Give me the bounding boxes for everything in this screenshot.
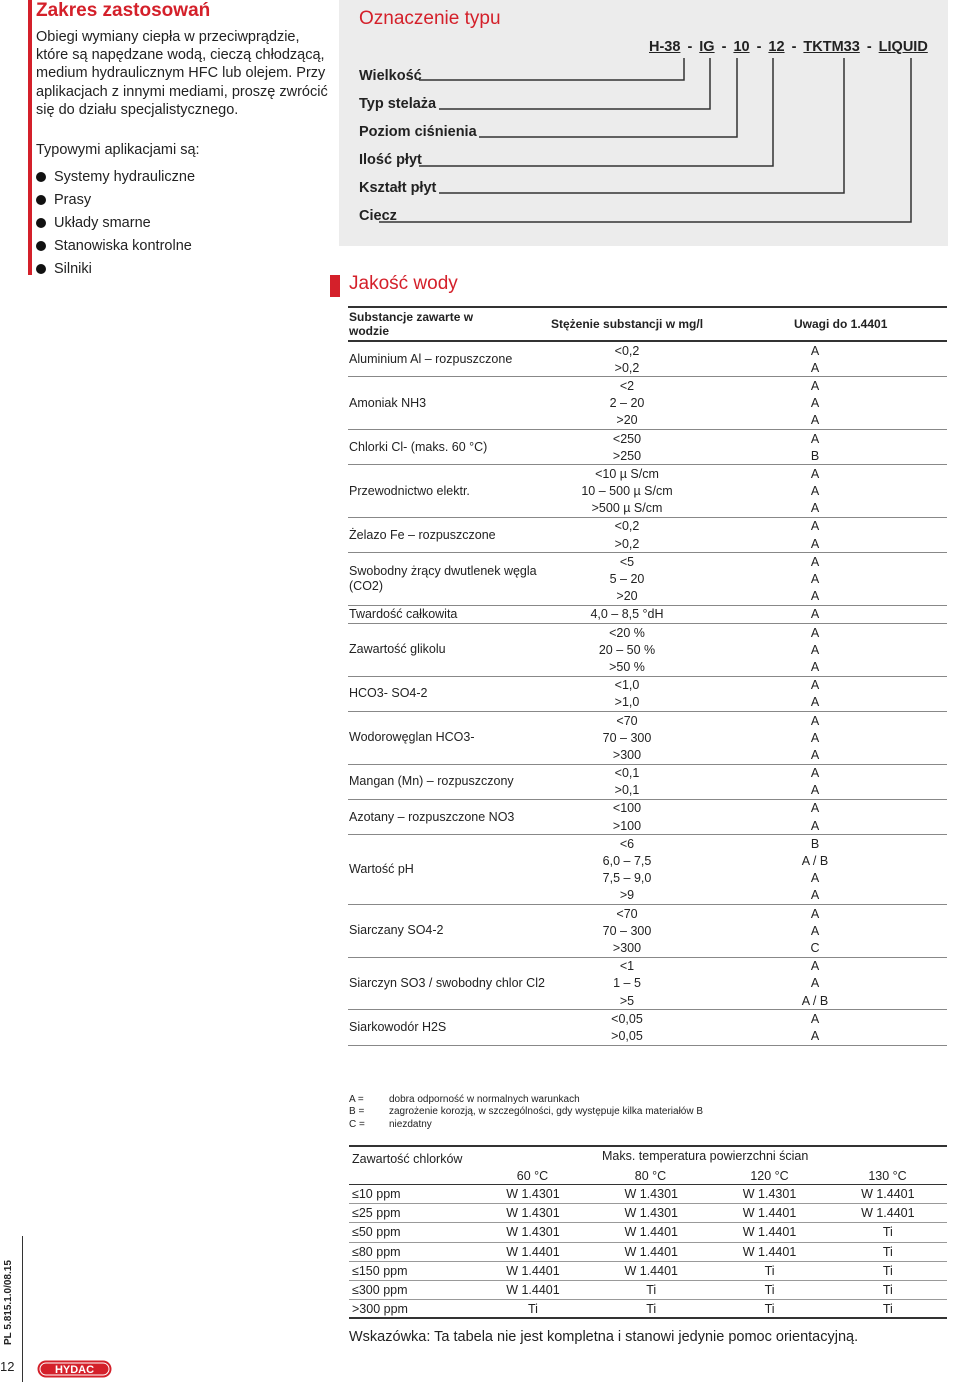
material-cell: W 1.4401 (506, 1263, 560, 1278)
page-number: 12 (0, 1359, 15, 1374)
apps-item-label: Silniki (54, 260, 92, 277)
material-cell: W 1.4401 (742, 1206, 797, 1221)
material-cell: Ti (764, 1283, 775, 1298)
legend-item (349, 1119, 703, 1131)
legend-item (349, 1106, 703, 1118)
material-cell: W 1.4301 (506, 1225, 560, 1240)
note-value: A (810, 730, 820, 745)
legend-key: C (349, 1118, 357, 1130)
concentration-rows (571, 518, 947, 552)
water-quality-group (348, 377, 947, 430)
legend-text: dobra odporność w normalnych warunkach (389, 1094, 580, 1105)
water-quality-group (348, 712, 947, 765)
note-value: A (810, 501, 820, 516)
type-label-frame: Typ stelaża (359, 96, 437, 112)
apps-item-label: Układy smarne (54, 214, 151, 231)
note-value: A (810, 888, 820, 903)
material-cell: Ti (527, 1301, 538, 1316)
type-label-plates: Ilość płyt (359, 152, 422, 168)
water-quality-group (348, 518, 947, 553)
table-row (571, 677, 947, 694)
water-quality-group (348, 905, 947, 958)
table-row (571, 342, 947, 359)
note-value: A (810, 713, 820, 728)
legend-key-group (349, 1119, 389, 1131)
concentration-rows (571, 606, 947, 623)
legend-eq: = (358, 1106, 365, 1118)
apps-item-label: Prasy (54, 191, 92, 208)
note-value: A (810, 1028, 820, 1043)
table-row (571, 765, 947, 782)
substance-name: Chlorki Cl- (maks. 60 °C) (349, 439, 488, 454)
table-row (571, 782, 947, 799)
table-row (571, 958, 947, 975)
concentration-value: 1 – 5 (613, 976, 641, 991)
material-cell: W 1.4401 (742, 1225, 797, 1240)
chloride-table (349, 1145, 947, 1319)
bullet-icon (36, 195, 46, 205)
note-value: A (810, 801, 820, 816)
table-row (571, 992, 947, 1009)
type-code-part: 12 (768, 39, 785, 55)
type-connector-lines (339, 0, 948, 246)
water-quality-body (348, 342, 947, 1046)
water-quality-header (348, 306, 947, 342)
apps-label: Typowymi aplikacjami są: (36, 142, 200, 158)
table-row (571, 500, 947, 517)
table-row (571, 641, 947, 658)
material-cell: Ti (882, 1301, 893, 1316)
note-value: C (810, 940, 820, 955)
concentration-rows (571, 958, 947, 1010)
scope-section (28, 0, 328, 275)
chloride-amount: ≤150 ppm (352, 1263, 408, 1278)
concentration-value: >5 (619, 993, 635, 1008)
legend-eq: = (359, 1118, 365, 1130)
note-value: A (810, 343, 820, 358)
note-value: A (810, 976, 820, 991)
table-row (571, 359, 947, 376)
footer-divider (22, 1236, 23, 1382)
table-row (349, 1223, 947, 1242)
bullet-icon (36, 218, 46, 228)
note-value: A (810, 607, 820, 622)
temperature-span-header: Maks. temperatura powierzchni ścian (602, 1149, 809, 1163)
substance-name: Zawartość glikolu (349, 642, 446, 657)
note-value: B (810, 836, 820, 851)
type-title: Oznaczenie typu (359, 8, 501, 29)
water-quality-group (348, 465, 947, 518)
type-label-plate-shape: Kształt płyt (359, 180, 437, 196)
substance-name: Siarkowodór H2S (349, 1019, 447, 1034)
apps-list-item (36, 234, 195, 257)
accent-mark (330, 275, 340, 297)
type-code-separator: - (721, 39, 727, 55)
note-value: A / B (801, 993, 829, 1008)
concentration-value: 20 – 50 % (598, 642, 656, 657)
material-cell: W 1.4301 (624, 1187, 678, 1202)
note-value: A (810, 766, 820, 781)
material-cell: Ti (882, 1263, 893, 1278)
material-cell: Ti (764, 1301, 775, 1316)
table-row (571, 465, 947, 482)
chloride-amount: ≤10 ppm (352, 1187, 401, 1202)
substance-name: Amoniak NH3 (349, 395, 427, 410)
chloride-amount: ≤300 ppm (352, 1283, 408, 1298)
apps-list (36, 165, 195, 280)
table-row (571, 870, 947, 887)
concentration-value: <20 % (609, 625, 645, 640)
water-quality-group (348, 430, 947, 465)
note-value: A (810, 589, 820, 604)
substance-name: Siarczyn SO3 / swobodny chlor Cl2 (349, 975, 545, 990)
note-value: A (810, 413, 820, 428)
type-code-separator: - (687, 39, 693, 55)
concentration-value: <250 (612, 431, 642, 446)
legend-key-group (349, 1106, 389, 1118)
note-value: A (810, 906, 820, 921)
water-quality-group (348, 677, 947, 712)
concentration-rows (571, 553, 947, 605)
material-cell: W 1.4401 (861, 1206, 915, 1221)
material-cell: W 1.4401 (624, 1263, 678, 1278)
substance-name: HCO3- SO4-2 (349, 686, 428, 701)
table-row (571, 395, 947, 412)
concentration-value: <70 (616, 713, 638, 728)
header-substance: Substancje zawarte w wodzie (349, 310, 474, 338)
temp-header: 80 °C (634, 1169, 667, 1183)
concentration-value: <1 (619, 959, 635, 974)
concentration-value: >300 (612, 747, 642, 762)
substance-name: Mangan (Mn) – rozpuszczony (349, 774, 514, 789)
table-row (571, 922, 947, 939)
chloride-header (349, 1145, 947, 1185)
chloride-amount: ≤50 ppm (352, 1225, 401, 1240)
doc-code: PL 5.815.1.0/08.15 (3, 1260, 14, 1345)
material-cell: Ti (646, 1301, 657, 1316)
type-code-part: LIQUID (878, 39, 928, 55)
concentration-value: 70 – 300 (602, 730, 652, 745)
concentration-value: >0,05 (611, 1028, 643, 1043)
legend-eq: = (357, 1094, 364, 1105)
concentration-value: >300 (612, 940, 642, 955)
table-row (349, 1243, 947, 1262)
substance-name: Swobodny żrący dwutlenek węgla (CO2) (349, 564, 537, 594)
type-code-separator: - (756, 39, 762, 55)
table-row (571, 430, 947, 447)
note-value: A / B (801, 854, 829, 869)
apps-list-item (36, 165, 195, 188)
material-cell: W 1.4401 (506, 1244, 560, 1259)
concentration-rows (571, 800, 947, 834)
concentration-rows (571, 677, 947, 711)
note-value: A (810, 818, 820, 833)
chloride-body (349, 1185, 947, 1319)
concentration-value: >0,1 (614, 783, 640, 798)
type-label-pressure: Poziom ciśnienia (359, 124, 477, 140)
type-designation-box (339, 0, 948, 246)
note-value: A (810, 378, 820, 393)
water-quality-group (348, 1010, 947, 1045)
note-value: A (810, 536, 820, 551)
concentration-value: >9 (619, 888, 635, 903)
note-value: A (810, 783, 820, 798)
concentration-value: >20 (616, 413, 638, 428)
water-quality-group (348, 835, 947, 905)
type-code-separator: - (866, 39, 872, 55)
substance-name: Siarczany SO4-2 (349, 923, 444, 938)
concentration-value: <2 (619, 378, 635, 393)
scope-title: Zakres zastosowań (36, 0, 211, 21)
chloride-amount: ≤80 ppm (352, 1244, 401, 1259)
material-cell: W 1.4401 (624, 1225, 678, 1240)
concentration-value: 4,0 – 8,5 °dH (590, 607, 664, 622)
material-cell: W 1.4401 (624, 1244, 678, 1259)
note-value: A (810, 554, 820, 569)
table-row (571, 447, 947, 464)
type-label-liquid: Ciecz (359, 208, 397, 224)
table-row (349, 1300, 947, 1319)
type-code-part: IG (699, 39, 715, 55)
note-value: A (810, 747, 820, 762)
table-row (571, 939, 947, 956)
substance-name: Azotany – rozpuszczone NO3 (349, 809, 515, 824)
water-quality-table (348, 306, 947, 1046)
temp-header: 130 °C (868, 1169, 907, 1183)
temp-header: 60 °C (516, 1169, 549, 1183)
material-cell: W 1.4401 (742, 1244, 797, 1259)
water-quality-title: Jakość wody (349, 273, 458, 294)
note-value: A (810, 695, 820, 710)
substance-name: Wodorowęglan HCO3- (349, 730, 475, 745)
concentration-value: >20 (616, 589, 638, 604)
note-value: A (810, 959, 820, 974)
substance-name: Wartość pH (349, 862, 414, 877)
concentration-value: >0,2 (614, 536, 640, 551)
table-row (571, 377, 947, 394)
note-value: A (810, 642, 820, 657)
substance-name: Przewodnictwo elektr. (349, 483, 470, 498)
material-cell: W 1.4301 (624, 1206, 678, 1221)
table-row (349, 1204, 947, 1223)
note-value: A (810, 871, 820, 886)
bullet-icon (36, 241, 46, 251)
concentration-value: <70 (616, 906, 638, 921)
concentration-value: 10 – 500 µ S/cm (581, 484, 673, 499)
table-row (571, 412, 947, 429)
material-cell: Ti (764, 1263, 775, 1278)
water-quality-group (348, 606, 947, 624)
concentration-rows (571, 835, 947, 904)
note-value: A (810, 572, 820, 587)
table-row (571, 975, 947, 992)
material-cell: Ti (882, 1283, 893, 1298)
table-row (571, 570, 947, 587)
note-value: A (810, 923, 820, 938)
note: Wskazówka: Ta tabela nie jest kompletna i stanowi jedynie pomoc orientacyjną. (349, 1329, 859, 1345)
water-quality-group (348, 342, 947, 377)
concentration-rows (571, 377, 947, 429)
svg-text:HYDAC: HYDAC (54, 1364, 95, 1376)
concentration-rows (571, 765, 947, 799)
note-value: A (810, 360, 820, 375)
material-cell: Ti (646, 1283, 657, 1298)
chloride-amount: ≤25 ppm (352, 1206, 401, 1221)
concentration-rows (571, 624, 947, 676)
legend-item (349, 1094, 703, 1106)
water-quality-group (348, 624, 947, 677)
type-label-size: Wielkość (359, 68, 422, 84)
material-cell: W 1.4301 (506, 1206, 560, 1221)
apps-list-item (36, 257, 195, 280)
scope-intro: Obiegi wymiany ciepła w przeciwprądzie, które są napędzane wodą, cieczą chłodzącą, medium hydraulicznym HFC lub olejem. Przy aplikacjach z innymi mediami, proszę zwrócić się do działu specjalistycznego. (36, 29, 328, 118)
chloride-label: Zawartość chlorków (352, 1152, 463, 1166)
legend-key-group (349, 1094, 389, 1106)
concentration-rows (571, 342, 947, 376)
concentration-rows (571, 1010, 947, 1044)
table-row (349, 1262, 947, 1281)
material-cell: W 1.4401 (861, 1187, 915, 1202)
note-value: A (810, 625, 820, 640)
legend-key: B (349, 1106, 356, 1118)
material-cell: Ti (882, 1244, 893, 1259)
concentration-value: >50 % (609, 659, 645, 674)
bullet-icon (36, 172, 46, 182)
water-quality-group (348, 765, 947, 800)
type-code-part: H-38 (649, 39, 681, 55)
concentration-value: <0,2 (614, 343, 640, 358)
concentration-value: <1,0 (614, 678, 640, 693)
note-value: A (810, 659, 820, 674)
note-value: B (810, 448, 820, 463)
table-row (571, 1010, 947, 1027)
water-quality-group (348, 958, 947, 1011)
legend-key: A (349, 1094, 356, 1105)
table-row (349, 1185, 947, 1204)
concentration-value: <5 (619, 554, 635, 569)
concentration-value: >0,2 (614, 360, 640, 375)
concentration-rows (571, 712, 947, 764)
apps-item-label: Systemy hydrauliczne (54, 168, 196, 185)
header-concentration: Stężenie substancji w mg/l (551, 317, 704, 331)
concentration-value: 6,0 – 7,5 (602, 854, 652, 869)
type-code-part: TKTM33 (803, 39, 860, 55)
header-notes: Uwagi do 1.4401 (794, 317, 888, 331)
table-row (571, 588, 947, 605)
concentration-value: <100 (612, 801, 642, 816)
accent-bar (28, 0, 32, 275)
material-cell: W 1.4301 (506, 1187, 560, 1202)
table-row (571, 746, 947, 763)
concentration-value: >250 (612, 448, 642, 463)
table-row (571, 905, 947, 922)
table-row (349, 1281, 947, 1300)
concentration-value: <0,2 (614, 519, 640, 534)
note-value: A (810, 519, 820, 534)
concentration-value: 2 – 20 (609, 396, 645, 411)
water-quality-group (348, 800, 947, 835)
table-row (571, 518, 947, 535)
concentration-value: 5 – 20 (609, 572, 645, 587)
table-row (571, 624, 947, 641)
concentration-value: 7,5 – 9,0 (602, 871, 652, 886)
concentration-value: <6 (619, 836, 635, 851)
table-row (571, 658, 947, 675)
table-row (571, 729, 947, 746)
apps-item-label: Stanowiska kontrolne (54, 237, 192, 254)
table-row (571, 712, 947, 729)
concentration-value: <10 µ S/cm (595, 466, 659, 481)
type-code-part: 10 (733, 39, 750, 55)
concentration-value: >100 (612, 818, 642, 833)
note-value: A (810, 396, 820, 411)
concentration-value: <0,05 (611, 1011, 643, 1026)
table-row (571, 817, 947, 834)
substance-name: Aluminium Al – rozpuszczone (349, 351, 513, 366)
temp-header: 120 °C (750, 1169, 789, 1183)
substance-name: Twardość całkowita (349, 606, 458, 621)
material-cell: W 1.4301 (742, 1187, 797, 1202)
concentration-rows (571, 465, 947, 517)
concentration-rows (571, 905, 947, 957)
table-row (571, 887, 947, 904)
concentration-value: <0,1 (614, 766, 640, 781)
table-row (571, 694, 947, 711)
legend (349, 1094, 703, 1131)
concentration-value: >500 µ S/cm (591, 501, 663, 516)
substance-name: Żelazo Fe – rozpuszczone (349, 527, 496, 542)
table-row (571, 852, 947, 869)
concentration-value: 70 – 300 (602, 923, 652, 938)
type-code-separator: - (791, 39, 797, 55)
table-row (571, 553, 947, 570)
note-value: A (810, 466, 820, 481)
concentration-rows (571, 430, 947, 464)
table-row (571, 835, 947, 852)
water-quality-group (348, 553, 947, 606)
apps-list-item (36, 188, 195, 211)
bullet-icon (36, 264, 46, 274)
concentration-value: >1,0 (614, 695, 640, 710)
table-row (571, 1027, 947, 1044)
material-cell: W 1.4401 (506, 1283, 560, 1298)
note-value: A (810, 678, 820, 693)
apps-list-item (36, 211, 195, 234)
note-value: A (810, 484, 820, 499)
hydac-logo (37, 1360, 112, 1378)
chloride-amount: >300 ppm (352, 1301, 408, 1316)
table-row (571, 606, 947, 623)
legend-text: niezdatny (389, 1118, 432, 1130)
table-row (571, 800, 947, 817)
table-row (571, 483, 947, 500)
table-row (571, 535, 947, 552)
note-value: A (810, 431, 820, 446)
legend-text: zagrożenie korozją, w szczególności, gdy występuje kilka materiałów B (389, 1106, 704, 1118)
material-cell: Ti (882, 1225, 893, 1240)
note-value: A (810, 1011, 820, 1026)
